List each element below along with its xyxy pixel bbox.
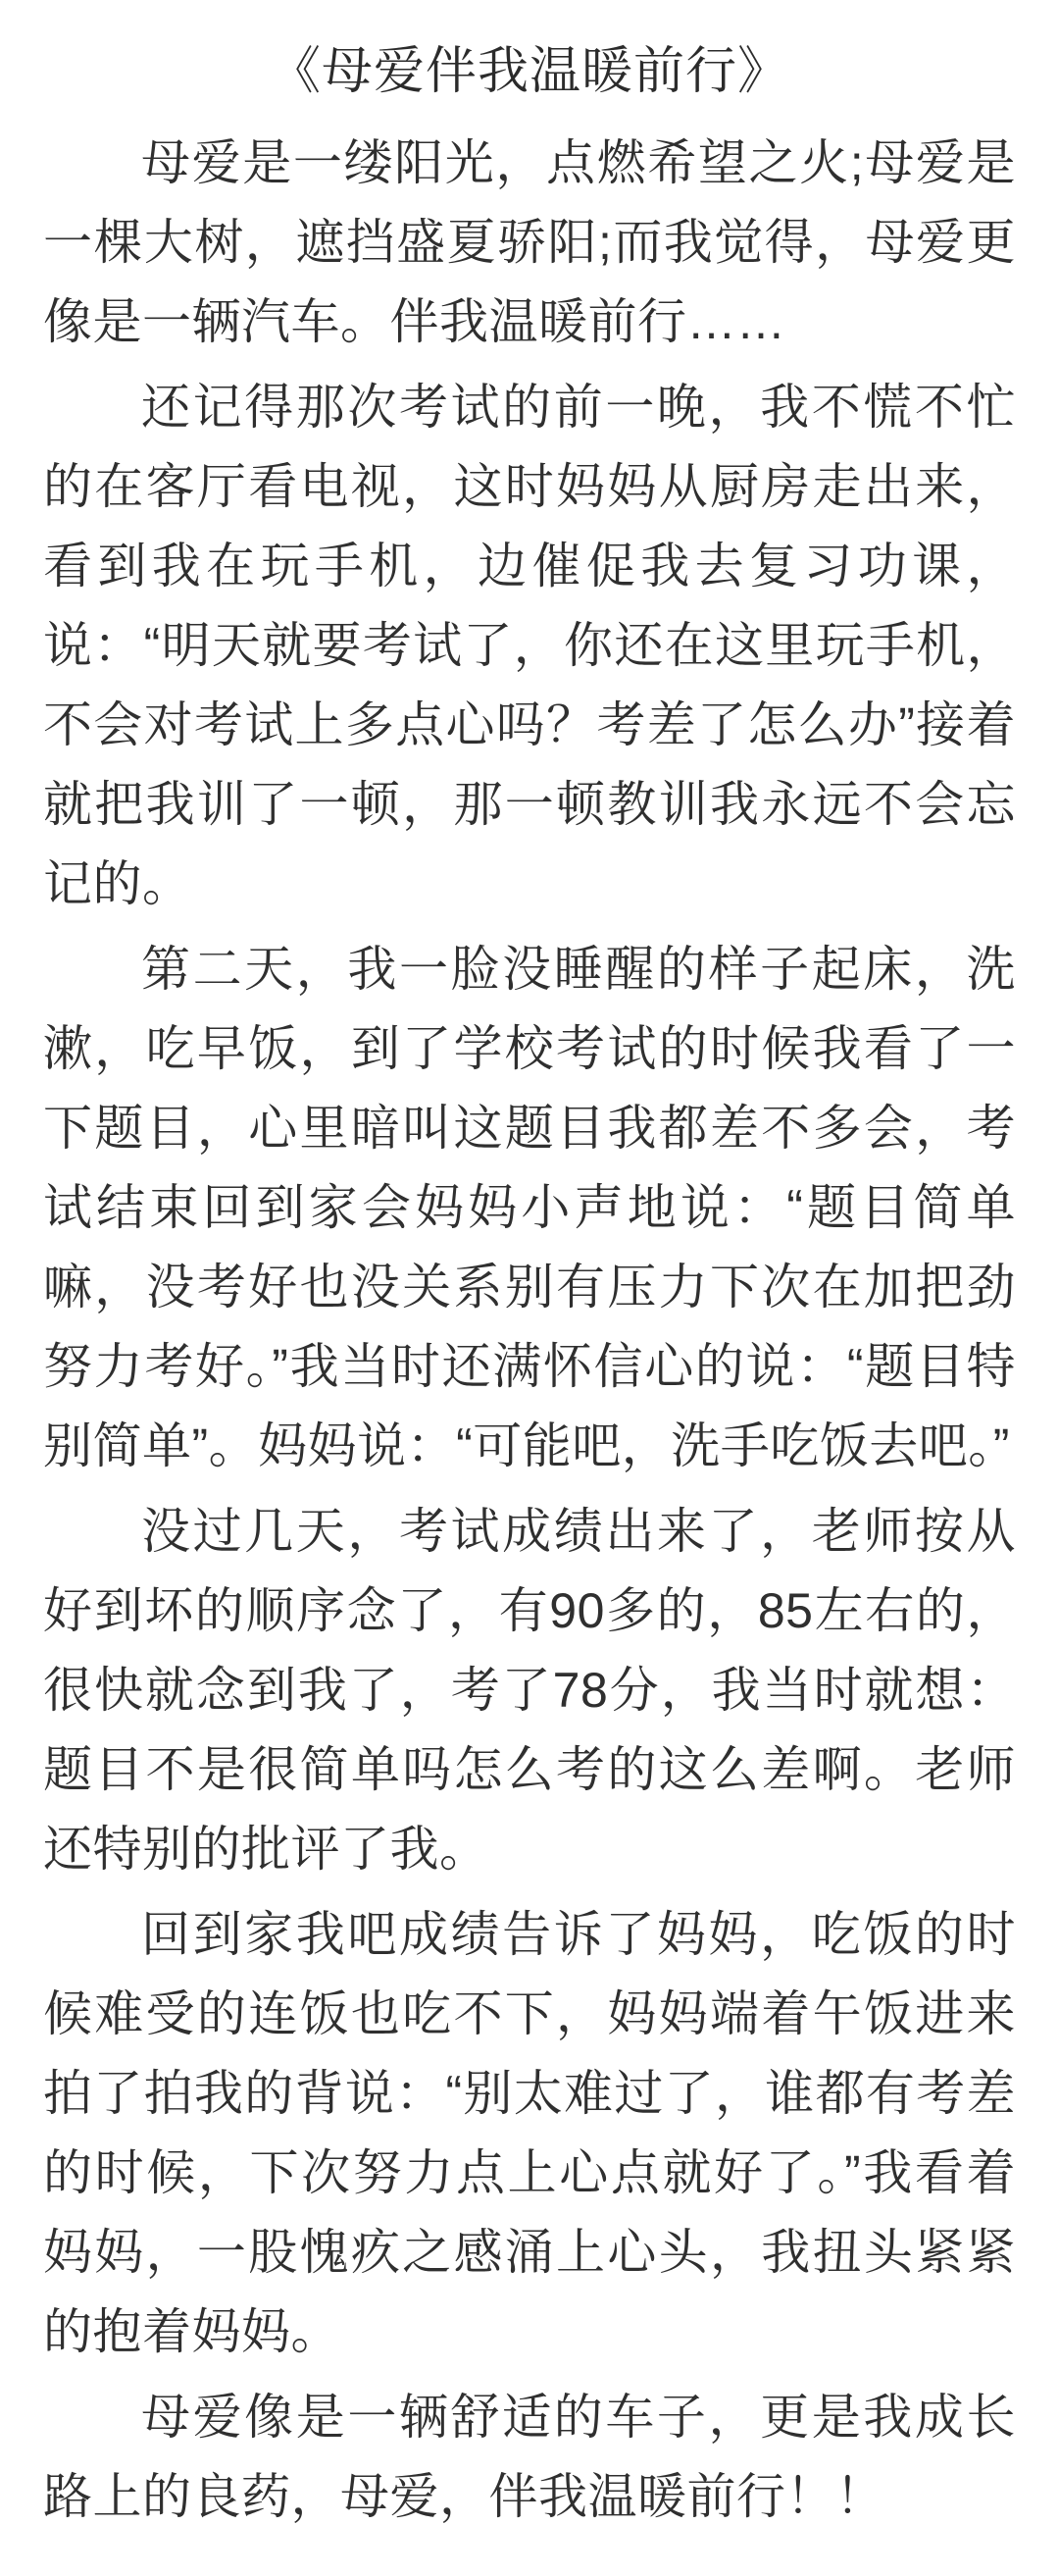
body-paragraph-3: 第二天，我一脸没睡醒的样子起床，洗漱，吃早饭，到了学校考试的时候我看了一下题目，心里暗叫这题目我都差不多会，考试结束回到家会妈妈小声地说：“题目简单嘛，没考好也没关系别有压力下次在加把劲努力考好。”我当时还满怀信心的说：“题目特别简单”。妈妈说：“可能吧，洗手吃饭去吧。”: [43, 942, 1016, 1474]
body-paragraph-6: 母爱像是一辆舒适的车子，更是我成长路上的良药，母爱，伴我温暖前行！！: [43, 2390, 1016, 2525]
body-paragraph-5: 回到家我吧成绩告诉了妈妈，吃饭的时候难受的连饭也吃不下，妈妈端着午饭进来拍了拍我的背说：“别太难过了，谁都有考差的时候，下次努力点上心点就好了。”我看着妈妈，一股愧疚之感涌上心头，我扭头紧紧的抱着妈妈。: [43, 1907, 1016, 2360]
body-paragraph-1: 母爱是一缕阳光，点燃希望之火;母爱是一棵大树，遮挡盛夏骄阳;而我觉得，母爱更像是一辆汽车。伴我温暖前行……: [43, 135, 1016, 350]
body-paragraph-4: 没过几天，考试成绩出来了，老师按从好到坏的顺序念了，有90多的，85左右的，很快就念到我了，考了78分，我当时就想：题目不是很简单吗怎么考的这么差啊。老师还特别的批评了我。: [43, 1504, 1016, 1878]
body-paragraph-2: 还记得那次考试的前一晚，我不慌不忙的在客厅看电视，这时妈妈从厨房走出来，看到我在玩手机，边催促我去复习功课，说：“明天就要考试了，你还在这里玩手机，不会对考试上多点心吗？考差了怎么办”接着就把我训了一顿，那一顿教训我永远不会忘记的。: [43, 380, 1016, 912]
page-title: 《母爱伴我温暖前行》: [269, 43, 789, 100]
